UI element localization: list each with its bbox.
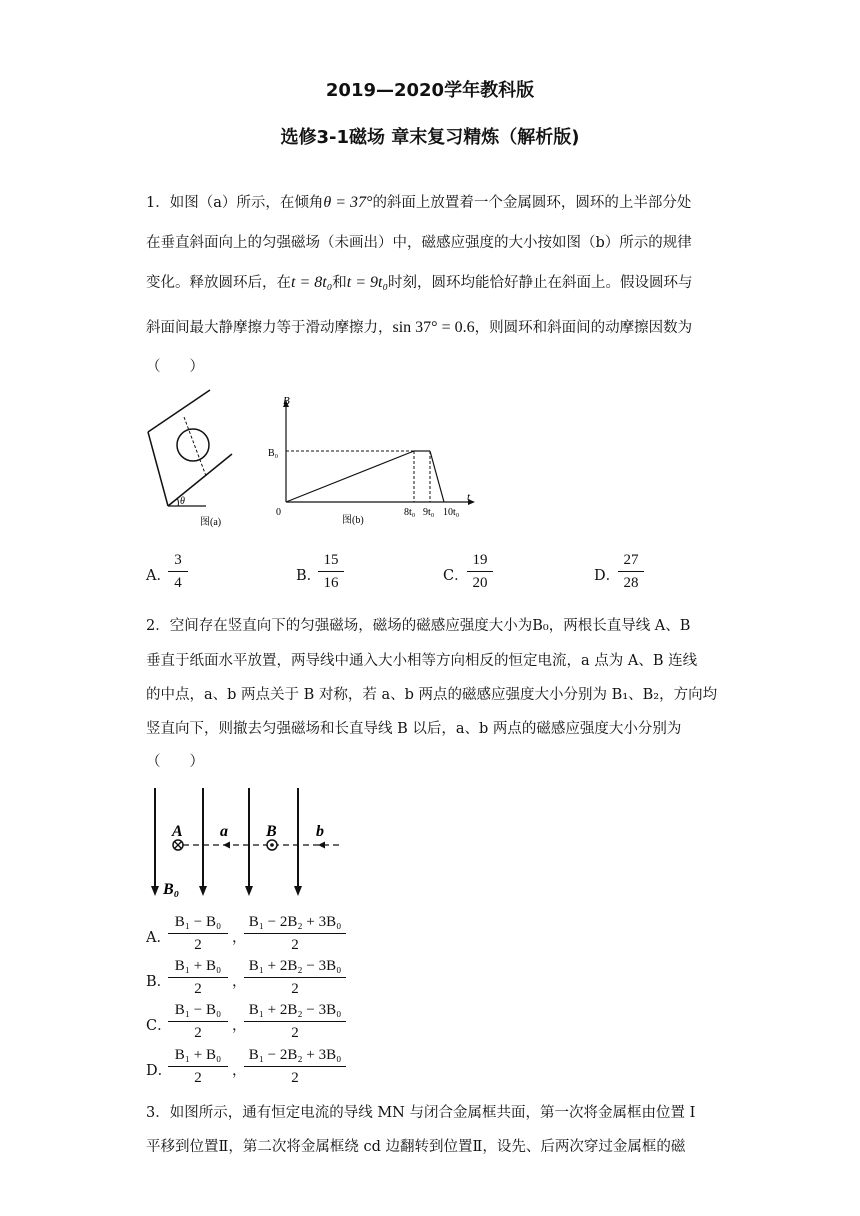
q2-option-a-fraction2 — [244, 912, 346, 955]
q2-fig-label-B0: B₀ — [163, 881, 180, 898]
fig-b-y-axis-label: B — [283, 395, 290, 407]
document-title-line1: 2019—2020学年教科版 — [325, 80, 535, 101]
q2-option-a-fraction1 — [168, 912, 228, 955]
fig-b-caption: 图(b) — [342, 515, 364, 526]
q2-line2: 垂直于纸面水平放置，两导线中通入大小相等方向相反的恒定电流，a 点为 A、B 连线 — [146, 653, 698, 669]
q1-line4 — [146, 316, 736, 337]
q2-fig-label-B: B — [266, 823, 277, 840]
fraction-denominator: 16 — [323, 575, 339, 591]
fraction-denominator: 2 — [194, 937, 202, 953]
q1-eq-t1: t = 8t₀ — [291, 274, 333, 291]
fraction-denominator: 2 — [291, 981, 299, 997]
q2-line3: 的中点，a、b 两点关于 B 对称，若 a、b 两点的磁感应强度大小分别为 B₁、B₂，方向均 — [146, 687, 718, 703]
q2-option-d-fraction2 — [244, 1045, 346, 1088]
document-title-line2: 选修3-1磁场 章末复习精炼（解析版) — [280, 127, 580, 148]
q2-option-d-separator: ， — [232, 1063, 247, 1079]
q2-option-a-letter: A． — [146, 930, 171, 946]
q1-text: ，则圆环和斜面间的动摩擦因数为 — [474, 320, 693, 336]
q1-eq-sin: sin 37° = 0.6 — [392, 319, 475, 336]
q1-line1 — [146, 191, 736, 212]
q2-option-c-separator: ， — [232, 1018, 247, 1034]
fraction-denominator: 2 — [194, 981, 202, 997]
fraction-numerator: B₁ + B₀ — [174, 958, 222, 974]
q1-option-c-letter: C． — [443, 568, 469, 584]
q2-option-c-fraction1 — [168, 1000, 228, 1043]
q1-option-b-fraction — [318, 550, 344, 593]
fig-b-y-tick: B₀ — [268, 448, 279, 459]
fraction-denominator: 28 — [623, 575, 639, 591]
q2-option-d-fraction1 — [168, 1045, 228, 1088]
fraction-denominator: 4 — [174, 575, 182, 591]
fraction-numerator: B₁ + B₀ — [174, 1047, 222, 1063]
fig-b-x-tick-9t0: 9t₀ — [423, 507, 435, 518]
q1-answer-blank: （ ） — [146, 359, 204, 375]
q1-text: 和 — [332, 275, 347, 291]
q1-line2: 在垂直斜面向上的匀强磁场（未画出）中，磁感应强度的大小按如图（b）所示的规律 — [146, 235, 692, 251]
q2-option-c-fraction2 — [244, 1000, 346, 1043]
fraction-denominator: 2 — [194, 1070, 202, 1086]
fig-b-x-axis-label: t — [467, 491, 471, 503]
fraction-numerator: B₁ − 2B₂ + 3B₀ — [248, 1047, 342, 1063]
fraction-denominator: 2 — [291, 937, 299, 953]
q1-option-a-fraction — [168, 550, 188, 593]
q2-fig-label-A: A — [172, 823, 183, 840]
q2-option-a-separator: ， — [232, 930, 247, 946]
q1-option-b-letter: B． — [296, 568, 322, 584]
fraction-numerator: B₁ − 2B₂ + 3B₀ — [248, 914, 342, 930]
q1-text: 时刻，圆环均能恰好静止在斜面上。假设圆环与 — [388, 275, 693, 291]
fig-a-angle-label: θ — [180, 496, 185, 507]
fraction-numerator: B₁ − B₀ — [174, 1002, 222, 1018]
q2-fig-label-a: a — [220, 823, 228, 840]
fraction-numerator: B₁ − B₀ — [174, 914, 222, 930]
q2-option-b-letter: B． — [146, 974, 172, 990]
fraction-numerator: 19 — [472, 552, 488, 568]
q1-text: 的斜面上放置着一个金属圆环，圆环的上半部分处 — [372, 195, 692, 211]
q2-figure — [146, 784, 346, 902]
q3-line2: 平移到位置Ⅱ，第二次将金属框绕 cd 边翻转到位置Ⅱ，设先、后两次穿过金属框的磁 — [146, 1139, 686, 1155]
fig-a-caption: 图(a) — [200, 517, 222, 528]
q1-eq-t2: t = 9t₀ — [346, 274, 388, 291]
q2-answer-blank: （ ） — [146, 754, 204, 770]
q2-option-d-letter: D． — [146, 1063, 173, 1079]
q1-text: 变化。释放圆环后，在 — [146, 275, 291, 291]
q2-fig-label-b: b — [316, 823, 324, 840]
q2-option-b-separator: ， — [232, 974, 247, 990]
q1-option-d-fraction — [618, 550, 644, 593]
fraction-numerator: B₁ + 2B₂ − 3B₀ — [248, 1002, 342, 1018]
q1-option-a-letter: A． — [146, 568, 171, 584]
q1-text: 斜面间最大静摩擦力等于滑动摩擦力， — [146, 320, 393, 336]
q3-line1: 3．如图所示，通有恒定电流的导线 MN 与闭合金属框共面，第一次将金属框由位置 Ⅰ — [146, 1105, 696, 1121]
fraction-numerator: B₁ + 2B₂ − 3B₀ — [248, 958, 342, 974]
q2-option-b-fraction1 — [168, 956, 228, 999]
q1-option-d-letter: D． — [594, 568, 621, 584]
q2-option-c-letter: C． — [146, 1018, 172, 1034]
fraction-numerator: 3 — [174, 552, 182, 568]
fraction-denominator: 2 — [194, 1025, 202, 1041]
q1-eq-theta: θ = 37° — [323, 194, 373, 211]
fig-b-x-tick-10t0: 10t₀ — [443, 507, 460, 518]
fraction-denominator: 2 — [291, 1070, 299, 1086]
q2-line1: 2．空间存在竖直向下的匀强磁场，磁场的磁感应强度大小为B₀，两根长直导线 A、B — [146, 618, 691, 634]
q2-line4: 竖直向下，则撤去匀强磁场和长直导线 B 以后，a、b 两点的磁感应强度大小分别为 — [146, 721, 682, 737]
q1-line3 — [146, 271, 736, 292]
fig-b-x-tick-8t0: 8t₀ — [404, 507, 416, 518]
q2-option-b-fraction2 — [244, 956, 346, 999]
q1-figure-a — [144, 384, 244, 530]
fraction-numerator: 15 — [323, 552, 339, 568]
fraction-numerator: 27 — [623, 552, 639, 568]
fraction-denominator: 2 — [291, 1025, 299, 1041]
fraction-denominator: 20 — [472, 575, 488, 591]
fig-b-origin: 0 — [276, 507, 281, 518]
q1-option-c-fraction — [467, 550, 493, 593]
q1-figure-b — [268, 392, 478, 530]
q1-text: 1．如图（a）所示，在倾角 — [146, 195, 324, 211]
